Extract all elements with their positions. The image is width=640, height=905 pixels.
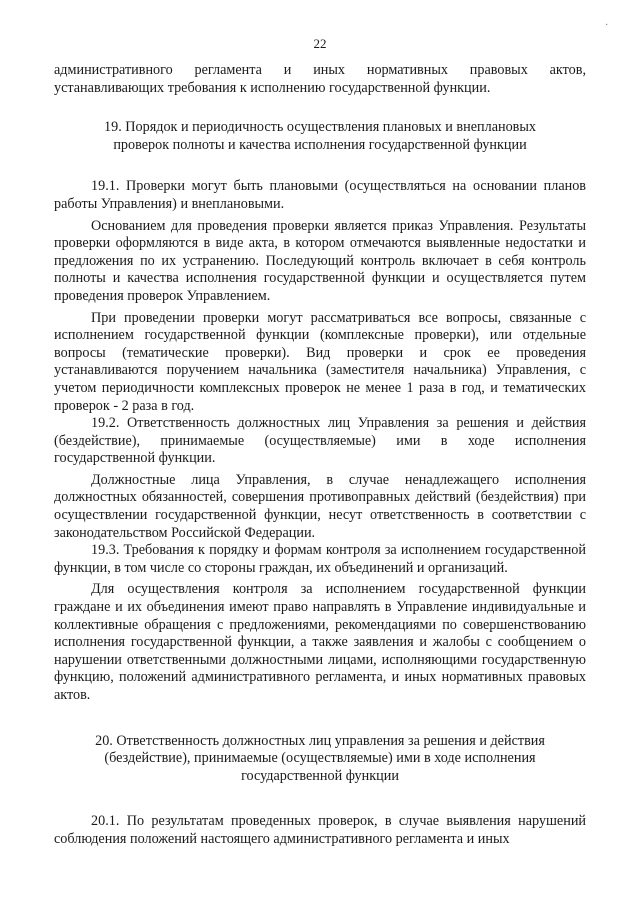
document-body (54, 62, 586, 849)
paragraph-19-3: 19.3. Требования к порядку и формам контроля за исполнением государственной функции, в том числе со стороны граждан, их объединений и организаций. (54, 542, 586, 576)
continuation-paragraph: административного регламента и иных нормативных правовых актов, устанавливающих требования к исполнению государственной функции. (54, 62, 586, 96)
paragraph-officials-responsibility: Должностные лица Управления, в случае ненадлежащего исполнения должностных обязанностей, совершения противоправных действий (бездействия) при осуществлении государственной функции, несут ответственность в соответствии с законодательством Российской Федерации. (54, 471, 586, 541)
paragraph-citizens-control: Для осуществления контроля за исполнением государственной функции граждане и их объединения имеют право направлять в Управление индивидуальные и коллективные обращения с предложениями, рекомендациями по совершенствованию исполнения государственной функции, а также заявления и жалобы с сообщением о нарушении ответственными должностными лицами, исполняющими государственную функцию, положений административного регламента, и иных нормативных правовых актов. (54, 581, 586, 703)
paragraph-inspection-conduct: При проведении проверки могут рассматриваться все вопросы, связанные с исполнением государственной функции (комплексные проверки), или отдельные вопросы (тематические проверки). Вид проверки и срок ее проведения устанавливаются поручением начальника (заместителя начальника) Управления, с учетом периодичности комплексных проверок не менее 1 раза в год, и тематических проверок - 2 раза в год. (54, 309, 586, 414)
corner-mark: · (605, 20, 609, 31)
paragraph-19-2: 19.2. Ответственность должностных лиц Управления за решения и действия (бездействие), принимаемые (осуществляемые) ими в ходе исполнения государственной функции. (54, 415, 586, 467)
page-number: 22 (313, 36, 327, 51)
paragraph-inspection-basis: Основанием для проведения проверки является приказ Управления. Результаты проверки оформляются в виде акта, в котором отмечаются выявленные недостатки и предложения по их устранению. Последующий контроль включает в себя контроль полноты и качества исполнения государственной функции и осуществляется путем проведения проверок Управлением. (54, 217, 586, 304)
paragraph-20-1: 20.1. По результатам проведенных проверок, в случае выявления нарушений соблюдения положений настоящего административного регламента и иных (54, 813, 586, 847)
section-20-heading: 20. Ответственность должностных лиц управления за решения и действия (бездействие), принимаемые (осуществляемые) ими в ходе исполнения государственной функции (95, 732, 545, 784)
paragraph-19-1: 19.1. Проверки могут быть плановыми (осуществляться на основании планов работы Управления) и внеплановыми. (54, 178, 586, 212)
section-19-heading: 19. Порядок и периодичность осуществления плановых и внеплановых проверок полноты и качества исполнения государственной функции (104, 119, 536, 153)
